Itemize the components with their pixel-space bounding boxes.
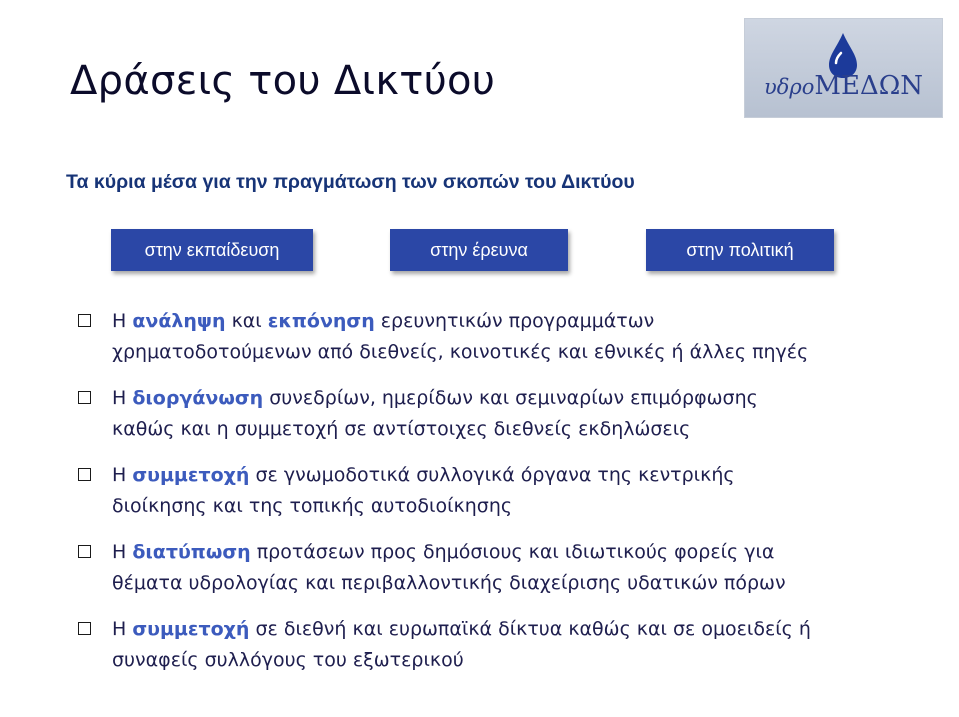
text-run: χρηματοδοτούμενων από διεθνείς, κοινοτικές και εθνικές ή άλλες πηγές [112,341,809,363]
text-run: σε διεθνή και ευρωπαϊκά δίκτυα καθώς και σε ομοειδείς ή [249,618,811,640]
subtitle: Τα κύρια μέσα για την πραγμάτωση των σκοπών του Δικτύου [66,171,635,193]
bullet-line [112,614,938,645]
text-run: καθώς και η συμμετοχή σε αντίστοιχες διεθνείς εκδηλώσεις [112,418,691,440]
text-run: Η [112,387,133,409]
square-bullet-icon [78,391,91,404]
text-run: προτάσεων προς δημόσιους και ιδιωτικούς φορείς για [250,541,775,563]
bullet-item [78,614,938,676]
text-run: σε γνωμοδοτικά συλλογικά όργανα της κεντρικής [249,464,735,486]
slide-title: Δράσεις του Δικτύου [70,58,496,104]
bullet-item [78,537,938,599]
keyword: εκπόνηση [267,310,375,332]
chip-research: στην έρευνα [390,229,568,271]
bullet-line [112,645,938,676]
bullet-line [112,414,938,445]
bullet-line [112,306,938,337]
keyword: διατύπωση [132,541,251,563]
bullet-item [78,460,938,522]
chip-education: στην εκπαίδευση [111,229,313,271]
text-run: ερευνητικών προγραμμάτων [374,310,655,332]
bullet-line [112,491,938,522]
bullet-line [112,537,938,568]
text-run: και [225,310,268,332]
keyword: συμμετοχή [132,618,250,640]
text-run: Η [112,618,133,640]
text-run: Η [112,541,133,563]
text-run: διοίκησης και της τοπικής αυτοδιοίκησης [112,495,513,517]
bullet-line [112,383,938,414]
logo-wordmark [751,71,936,101]
bullet-line [112,568,938,599]
bullet-line [112,337,938,368]
square-bullet-icon [78,314,91,327]
bullet-item [78,306,938,368]
keyword: συμμετοχή [132,464,250,486]
text-run: Η [112,464,133,486]
bullet-list [78,306,938,691]
logo-prefix: υδρο [763,75,815,99]
water-drop-icon [745,19,942,117]
square-bullet-icon [78,545,91,558]
keyword: διοργάνωση [132,387,264,409]
ydromedon-logo [744,18,943,118]
bullet-line [112,460,938,491]
square-bullet-icon [78,468,91,481]
text-run: θέματα υδρολογίας και περιβαλλοντικής διαχείρισης υδατικών πόρων [112,572,786,594]
bullet-item [78,383,938,445]
keyword: ανάληψη [132,310,226,332]
square-bullet-icon [78,622,91,635]
text-run: Η [112,310,133,332]
text-run: συνεδρίων, ημερίδων και σεμιναρίων επιμόρφωσης [263,387,758,409]
chip-policy: στην πολιτική [646,229,834,271]
text-run: συναφείς συλλόγους του εξωτερικού [112,649,464,671]
logo-name: ΜΕΔΩΝ [814,71,924,101]
